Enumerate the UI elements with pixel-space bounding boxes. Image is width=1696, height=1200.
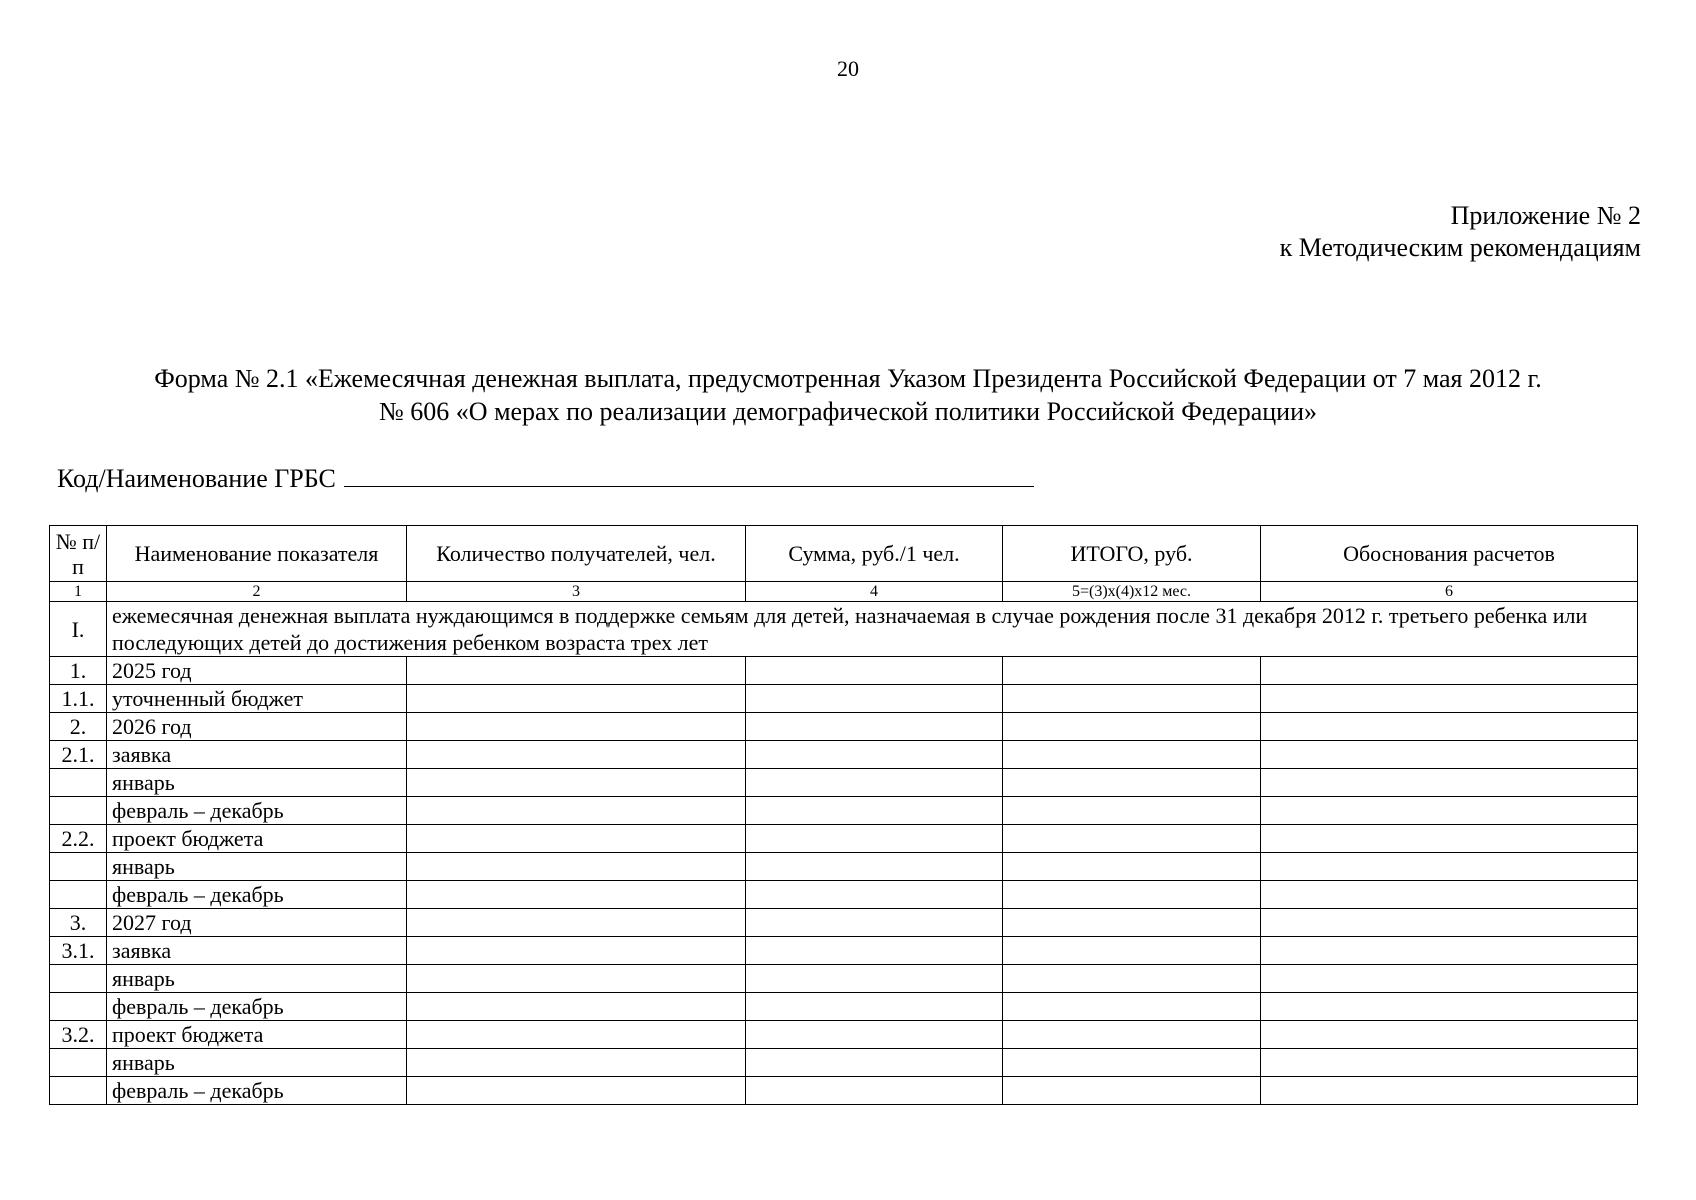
justification-cell[interactable] — [1261, 993, 1638, 1021]
header-cell-indicator: Наименование показателя — [107, 526, 407, 582]
column-number-row — [50, 582, 1638, 602]
total-cell[interactable] — [1003, 1049, 1261, 1077]
justification-cell[interactable] — [1261, 657, 1638, 685]
row-indicator-name: заявка — [107, 741, 407, 769]
amount-cell[interactable] — [746, 881, 1003, 909]
amount-cell[interactable] — [746, 741, 1003, 769]
recipients-cell[interactable] — [407, 825, 746, 853]
table-row — [50, 909, 1638, 937]
form-title-line-1: Форма № 2.1 «Ежемесячная денежная выплата, предусмотренная Указом Президента Российской Федерации от 7 мая 2012 г. — [154, 364, 1542, 393]
row-indicator-name: февраль – декабрь — [107, 993, 407, 1021]
section-number: I. — [50, 602, 107, 657]
total-cell[interactable] — [1003, 881, 1261, 909]
amount-cell[interactable] — [746, 853, 1003, 881]
amount-cell[interactable] — [746, 769, 1003, 797]
amount-cell[interactable] — [746, 1077, 1003, 1105]
column-number-cell: 5=(3)x(4)x12 мес. — [1003, 582, 1261, 602]
recipients-cell[interactable] — [407, 657, 746, 685]
row-number: 3. — [50, 909, 107, 937]
total-cell[interactable] — [1003, 1077, 1261, 1105]
row-indicator-name: январь — [107, 965, 407, 993]
table-row — [50, 769, 1638, 797]
amount-cell[interactable] — [746, 657, 1003, 685]
amount-cell[interactable] — [746, 993, 1003, 1021]
row-number: 2. — [50, 713, 107, 741]
justification-cell[interactable] — [1261, 741, 1638, 769]
table-row — [50, 965, 1638, 993]
form-title-line-2: № 606 «О мерах по реализации демографической политики Российской Федерации» — [378, 397, 1318, 426]
amount-cell[interactable] — [746, 937, 1003, 965]
recipients-cell[interactable] — [407, 797, 746, 825]
total-cell[interactable] — [1003, 741, 1261, 769]
recipients-cell[interactable] — [407, 685, 746, 713]
row-indicator-name: 2026 год — [107, 713, 407, 741]
row-indicator-name: январь — [107, 1049, 407, 1077]
row-number — [50, 881, 107, 909]
header-cell-total: ИТОГО, руб. — [1003, 526, 1261, 582]
total-cell[interactable] — [1003, 937, 1261, 965]
row-number: 1.1. — [50, 685, 107, 713]
recipients-cell[interactable] — [407, 965, 746, 993]
header-cell-recipients: Количество получателей, чел. — [407, 526, 746, 582]
section-row — [50, 602, 1638, 657]
grbs-field — [57, 462, 1034, 494]
table-row — [50, 1049, 1638, 1077]
justification-cell[interactable] — [1261, 937, 1638, 965]
row-indicator-name: заявка — [107, 937, 407, 965]
recipients-cell[interactable] — [407, 993, 746, 1021]
row-indicator-name: проект бюджета — [107, 825, 407, 853]
table-row — [50, 657, 1638, 685]
recipients-cell[interactable] — [407, 909, 746, 937]
recipients-cell[interactable] — [407, 741, 746, 769]
row-indicator-name: 2027 год — [107, 909, 407, 937]
header-cell-number: № п/п — [50, 526, 107, 582]
grbs-label: Код/Наименование ГРБС — [57, 464, 336, 493]
justification-cell[interactable] — [1261, 825, 1638, 853]
recipients-cell[interactable] — [407, 1021, 746, 1049]
total-cell[interactable] — [1003, 993, 1261, 1021]
total-cell[interactable] — [1003, 825, 1261, 853]
justification-cell[interactable] — [1261, 853, 1638, 881]
total-cell[interactable] — [1003, 965, 1261, 993]
section-description: ежемесячная денежная выплата нуждающимся в поддержке семьям для детей, назначаемая в случае рождения после 31 декабря 2012 г. третьего ребенка или последующих детей до достижения ребенком возраста трех лет — [107, 602, 1638, 657]
table-header-row — [50, 526, 1638, 582]
row-number: 3.2. — [50, 1021, 107, 1049]
table-row — [50, 853, 1638, 881]
row-number — [50, 769, 107, 797]
recipients-cell[interactable] — [407, 769, 746, 797]
amount-cell[interactable] — [746, 1021, 1003, 1049]
table-row — [50, 881, 1638, 909]
total-cell[interactable] — [1003, 713, 1261, 741]
row-number: 1. — [50, 657, 107, 685]
form-title — [70, 362, 1626, 428]
justification-cell[interactable] — [1261, 713, 1638, 741]
row-number — [50, 993, 107, 1021]
column-number-cell: 1 — [50, 582, 107, 602]
justification-cell[interactable] — [1261, 1021, 1638, 1049]
column-number-cell: 6 — [1261, 582, 1638, 602]
row-indicator-name: уточненный бюджет — [107, 685, 407, 713]
amount-cell[interactable] — [746, 797, 1003, 825]
recipients-cell[interactable] — [407, 853, 746, 881]
justification-cell[interactable] — [1261, 769, 1638, 797]
amount-cell[interactable] — [746, 685, 1003, 713]
table-row — [50, 797, 1638, 825]
table-row — [50, 1077, 1638, 1105]
total-cell[interactable] — [1003, 1021, 1261, 1049]
row-indicator-name: февраль – декабрь — [107, 797, 407, 825]
row-indicator-name: 2025 год — [107, 657, 407, 685]
recipients-cell[interactable] — [407, 1077, 746, 1105]
header-cell-justification: Обоснования расчетов — [1261, 526, 1638, 582]
recipients-cell[interactable] — [407, 937, 746, 965]
column-number-cell: 2 — [107, 582, 407, 602]
justification-cell[interactable] — [1261, 1049, 1638, 1077]
amount-cell[interactable] — [746, 909, 1003, 937]
row-number: 2.1. — [50, 741, 107, 769]
justification-cell[interactable] — [1261, 1077, 1638, 1105]
row-number — [50, 853, 107, 881]
justification-cell[interactable] — [1261, 881, 1638, 909]
row-indicator-name: январь — [107, 769, 407, 797]
grbs-blank-line — [344, 462, 1034, 487]
amount-cell[interactable] — [746, 713, 1003, 741]
justification-cell[interactable] — [1261, 797, 1638, 825]
table-row — [50, 993, 1638, 1021]
column-number-cell: 4 — [746, 582, 1003, 602]
amount-cell[interactable] — [746, 965, 1003, 993]
appendix-line-1: Приложение № 2 — [1450, 201, 1641, 230]
page-number: 20 — [837, 56, 859, 81]
total-cell[interactable] — [1003, 657, 1261, 685]
row-indicator-name: проект бюджета — [107, 1021, 407, 1049]
justification-cell[interactable] — [1261, 685, 1638, 713]
recipients-cell[interactable] — [407, 881, 746, 909]
table-row — [50, 1021, 1638, 1049]
row-number — [50, 1077, 107, 1105]
recipients-cell[interactable] — [407, 713, 746, 741]
total-cell[interactable] — [1003, 909, 1261, 937]
table-row — [50, 741, 1638, 769]
row-number: 3.1. — [50, 937, 107, 965]
row-number — [50, 1049, 107, 1077]
amount-cell[interactable] — [746, 1049, 1003, 1077]
row-indicator-name: февраль – декабрь — [107, 881, 407, 909]
form-table — [49, 525, 1638, 1105]
appendix-line-2: к Методическим рекомендациям — [1279, 233, 1641, 262]
column-number-cell: 3 — [407, 582, 746, 602]
row-number — [50, 797, 107, 825]
row-indicator-name: январь — [107, 853, 407, 881]
table-row — [50, 825, 1638, 853]
table-row — [50, 685, 1638, 713]
total-cell[interactable] — [1003, 853, 1261, 881]
header-cell-amount: Сумма, руб./1 чел. — [746, 526, 1003, 582]
total-cell[interactable] — [1003, 769, 1261, 797]
recipients-cell[interactable] — [407, 1049, 746, 1077]
justification-cell[interactable] — [1261, 909, 1638, 937]
justification-cell[interactable] — [1261, 965, 1638, 993]
row-indicator-name: февраль – декабрь — [107, 1077, 407, 1105]
total-cell[interactable] — [1003, 797, 1261, 825]
row-number: 2.2. — [50, 825, 107, 853]
table-row — [50, 937, 1638, 965]
table-row — [50, 713, 1638, 741]
row-number — [50, 965, 107, 993]
total-cell[interactable] — [1003, 685, 1261, 713]
appendix-header — [1280, 200, 1641, 264]
amount-cell[interactable] — [746, 825, 1003, 853]
